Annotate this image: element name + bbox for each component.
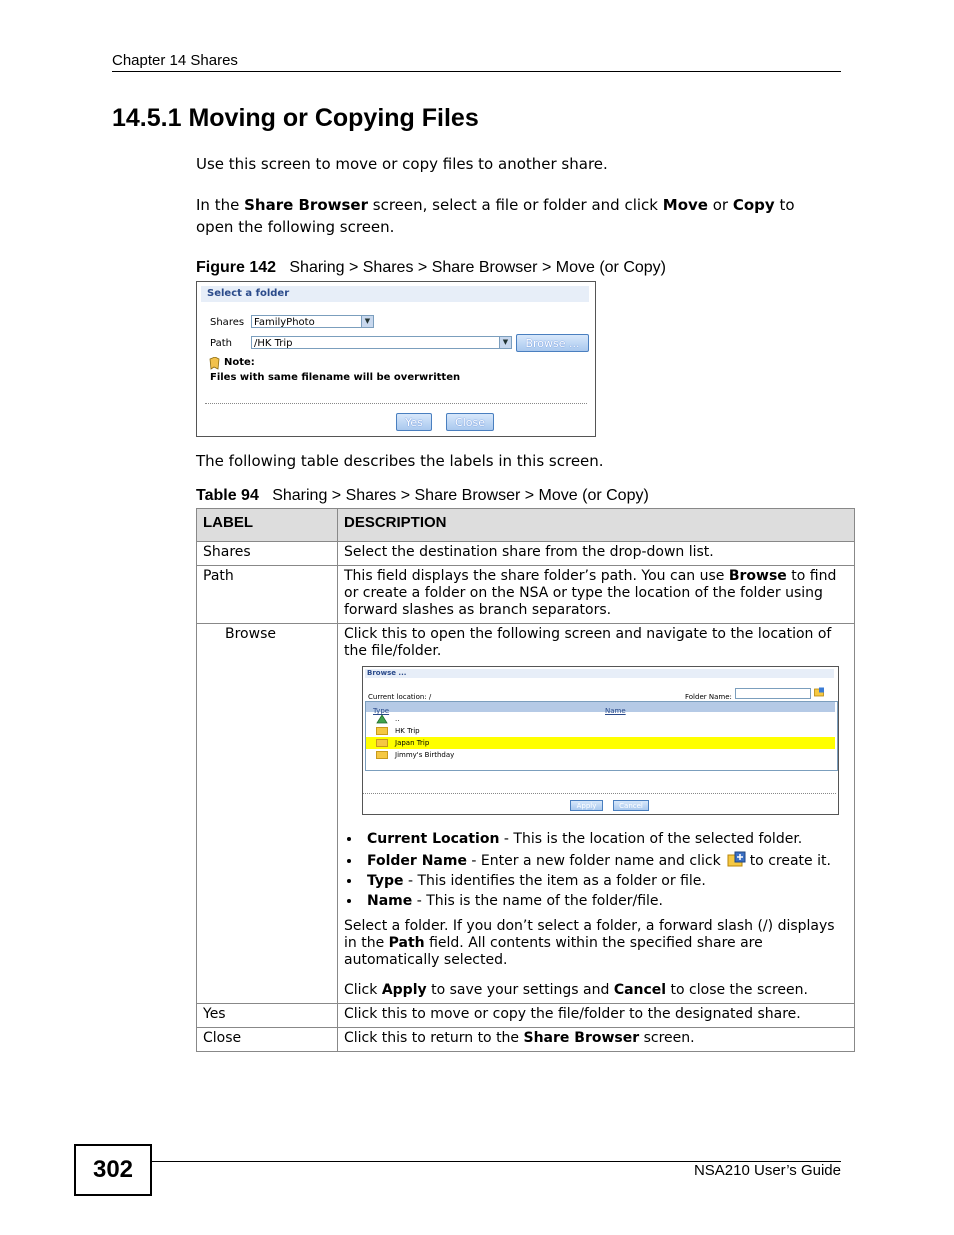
list-item: • Type - This identifies the item as a folder or file. [362,873,848,890]
name-column-header[interactable]: Name [605,707,626,715]
row-desc-shares: Select the destination share from the drop-down list. [338,542,855,566]
labels-table [196,508,855,1052]
list-item-selected[interactable]: Japan Trip [366,737,835,749]
shares-select[interactable]: FamilyPhoto ▼ [251,315,374,328]
close-button[interactable]: Close [446,413,494,431]
table-intro: The following table describes the labels in this screen. [196,452,604,470]
path-input[interactable]: /HK Trip ▼ [251,336,512,349]
apply-button[interactable]: Apply [570,800,603,811]
list-item: • Folder Name - Enter a new folder name and click to create it. [362,851,848,870]
yes-button[interactable]: Yes [396,413,432,431]
list-item[interactable]: HK Trip [366,725,835,737]
row-desc-yes: Click this to move or copy the file/folder to the designated share. [338,1004,855,1028]
list-header [366,702,835,715]
field-list [344,831,848,910]
table-row [197,566,855,624]
header-label: LABEL [197,509,338,542]
folder-name-label: Folder Name: [685,693,732,701]
select-folder-note: Select a folder. If you don’t select a folder, a forward slash (/) displays in the Path field. All contents within the specified share are automatically selected. [344,918,835,968]
current-location-label: Current location: / [368,693,432,701]
table-row [197,1028,855,1052]
folder-icon [376,727,388,735]
guide-title: NSA210 User’s Guide [693,1162,841,1179]
browse-dialog [362,666,839,815]
figure-caption: Figure 142 Sharing > Shares > Share Browser > Move (or Copy) [196,259,666,276]
browse-button[interactable]: Browse ... [516,334,589,352]
shares-label: Shares [210,317,245,328]
chevron-down-icon: ▼ [499,337,511,348]
apply-cancel-note: Click Apply to save your settings and Cancel to close the screen. [344,982,808,998]
chapter-header: Chapter 14 Shares [112,52,238,69]
chevron-down-icon: ▼ [361,316,373,327]
path-label: Path [210,338,232,349]
browse-dialog-title: Browse ... [365,669,834,678]
folder-name-input[interactable] [735,688,811,699]
select-folder-dialog [196,281,596,437]
up-folder-icon [376,714,388,724]
header-rule [112,71,841,72]
row-label-yes: Yes [197,1004,338,1028]
folder-icon [376,739,388,747]
header-description: DESCRIPTION [338,509,855,542]
table-row [197,624,855,1004]
row-desc-browse [338,624,855,1004]
note-icon [209,357,220,370]
table-header-row [197,509,855,542]
create-folder-icon[interactable] [814,687,825,697]
row-desc-close: Click this to return to the Share Browser screen. [338,1028,855,1052]
type-column-header[interactable]: Type [373,707,390,715]
create-folder-icon [727,851,746,868]
browse-desc: Click this to open the following screen and navigate to the location of the file/folder. [344,626,832,659]
divider [205,403,587,404]
note-label: Note: [224,357,255,368]
list-item[interactable]: Jimmy's Birthday [366,749,835,761]
note-text: Files with same filename will be overwritten [210,372,461,383]
row-label-close: Close [197,1028,338,1052]
table-row [197,542,855,566]
row-desc-path: This field displays the share folder’s path. You can use Browse to find or create a folder on the NSA or type the location of the folder using forward slashes as branch separators. [338,566,855,624]
list-item[interactable]: .. [366,713,835,725]
row-label-shares: Shares [197,542,338,566]
row-label-browse: Browse [197,624,338,1004]
row-label-path: Path [197,566,338,624]
cancel-button[interactable]: Cancel [613,800,649,811]
dialog-title: Select a folder [201,286,589,302]
intro-paragraph: Use this screen to move or copy files to another share. [196,155,608,173]
table-caption: Table 94 Sharing > Shares > Share Browser > Move (or Copy) [196,487,649,504]
list-item: • Current Location - This is the location of the selected folder. [362,831,848,848]
divider [363,793,836,794]
page-number: 302 [74,1144,152,1196]
list-item: • Name - This is the name of the folder/file. [362,893,848,910]
browse-file-list [365,701,838,771]
section-title: 14.5.1 Moving or Copying Files [112,104,479,132]
folder-icon [376,751,388,759]
table-row [197,1004,855,1028]
instruction-paragraph: In the Share Browser screen, select a file or folder and click Move or Copy to open the following screen. [196,196,795,236]
